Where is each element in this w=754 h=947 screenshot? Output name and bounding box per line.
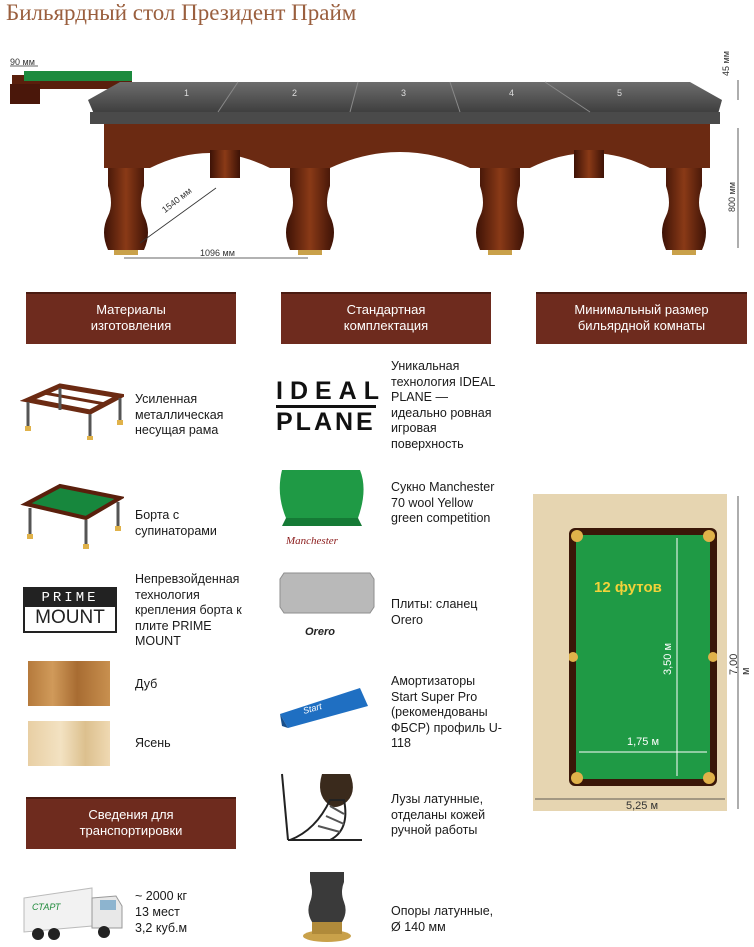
table-height-label: 800 мм xyxy=(727,182,737,212)
transport-header: Сведения для транспортировки xyxy=(26,797,236,849)
slate-number: 1 xyxy=(184,88,190,98)
ash-swatch xyxy=(28,721,110,766)
leg-spacing-label: 1096 мм xyxy=(200,248,235,258)
standard-header: Стандартная комплектация xyxy=(281,292,491,344)
room-length-label: 7,00 м xyxy=(728,653,752,675)
ideal-plane-text: Уникальная технология IDEAL PLANE — идеально ровная игровая поверхность xyxy=(391,359,495,451)
ideal-plane-logo: IDEAL PLANE xyxy=(276,377,386,436)
feet-text: Опоры латунные, Ø 140 мм xyxy=(391,904,494,934)
slate-number: 3 xyxy=(401,88,407,98)
room-dimension-lines xyxy=(533,494,754,824)
table-top xyxy=(88,82,722,114)
cloth-text: Сукно Manchester 70 wool Yellow green competition xyxy=(391,480,495,525)
metal-frame-image xyxy=(20,380,124,440)
cushions-text: Амортизаторы Start Super Pro (рекомендованы ФБСР) профиль U-118 xyxy=(391,674,502,750)
slate-image xyxy=(278,571,376,623)
materials-header: Материалы изготовления xyxy=(26,292,236,344)
truck-image xyxy=(20,884,124,944)
play-width-label: 1,75 м xyxy=(627,736,660,748)
play-length-label: 3,50 м xyxy=(662,642,674,675)
svg-text:Start: Start xyxy=(301,701,323,716)
manchester-brand: Manchester xyxy=(286,535,338,547)
rails-text: Борта с супинаторами xyxy=(135,508,217,538)
rail-width-label: 90 мм xyxy=(10,57,35,67)
ash-text: Ясень xyxy=(135,736,171,750)
room-size-label: 12 футов xyxy=(594,579,662,596)
room-header: Минимальный размер бильярдной комнаты xyxy=(536,292,747,344)
cushion-image xyxy=(276,676,372,730)
diag-spacing-label: 1540 мм xyxy=(160,185,194,215)
transport-volume: 3,2 куб.м xyxy=(135,921,188,935)
transport-places: 13 мест xyxy=(135,905,180,919)
rail-height-label: 45 мм xyxy=(721,51,731,76)
orero-brand: Orero xyxy=(305,626,335,638)
svg-text:СТАРТ: СТАРТ xyxy=(32,902,61,912)
pocket-image xyxy=(278,770,374,850)
pockets-text: Лузы латунные, отделаны кожей ручной работы xyxy=(391,792,486,837)
slate-number: 2 xyxy=(292,88,298,98)
oak-swatch xyxy=(28,661,110,706)
oak-text: Дуб xyxy=(135,677,158,691)
room-width-label: 5,25 м xyxy=(626,800,659,812)
table-illustration xyxy=(0,38,754,270)
transport-weight: ~ 2000 кг xyxy=(135,889,188,903)
prime-mount-text: Непревзойденная технология крепления борта к плите PRIME MOUNT xyxy=(135,572,242,648)
brass-foot-image xyxy=(296,870,358,946)
slate-number: 4 xyxy=(509,88,515,98)
cloth-image xyxy=(276,466,368,532)
rails-image xyxy=(20,478,124,550)
page-title: Бильярдный стол Президент Прайм xyxy=(6,0,357,25)
prime-mount-logo: PRIME MOUNT xyxy=(23,587,117,633)
slate-text: Плиты: сланец Orero xyxy=(391,597,478,627)
frame-text: Усиленная металлическая несущая рама xyxy=(135,392,224,437)
slate-number: 5 xyxy=(617,88,623,98)
